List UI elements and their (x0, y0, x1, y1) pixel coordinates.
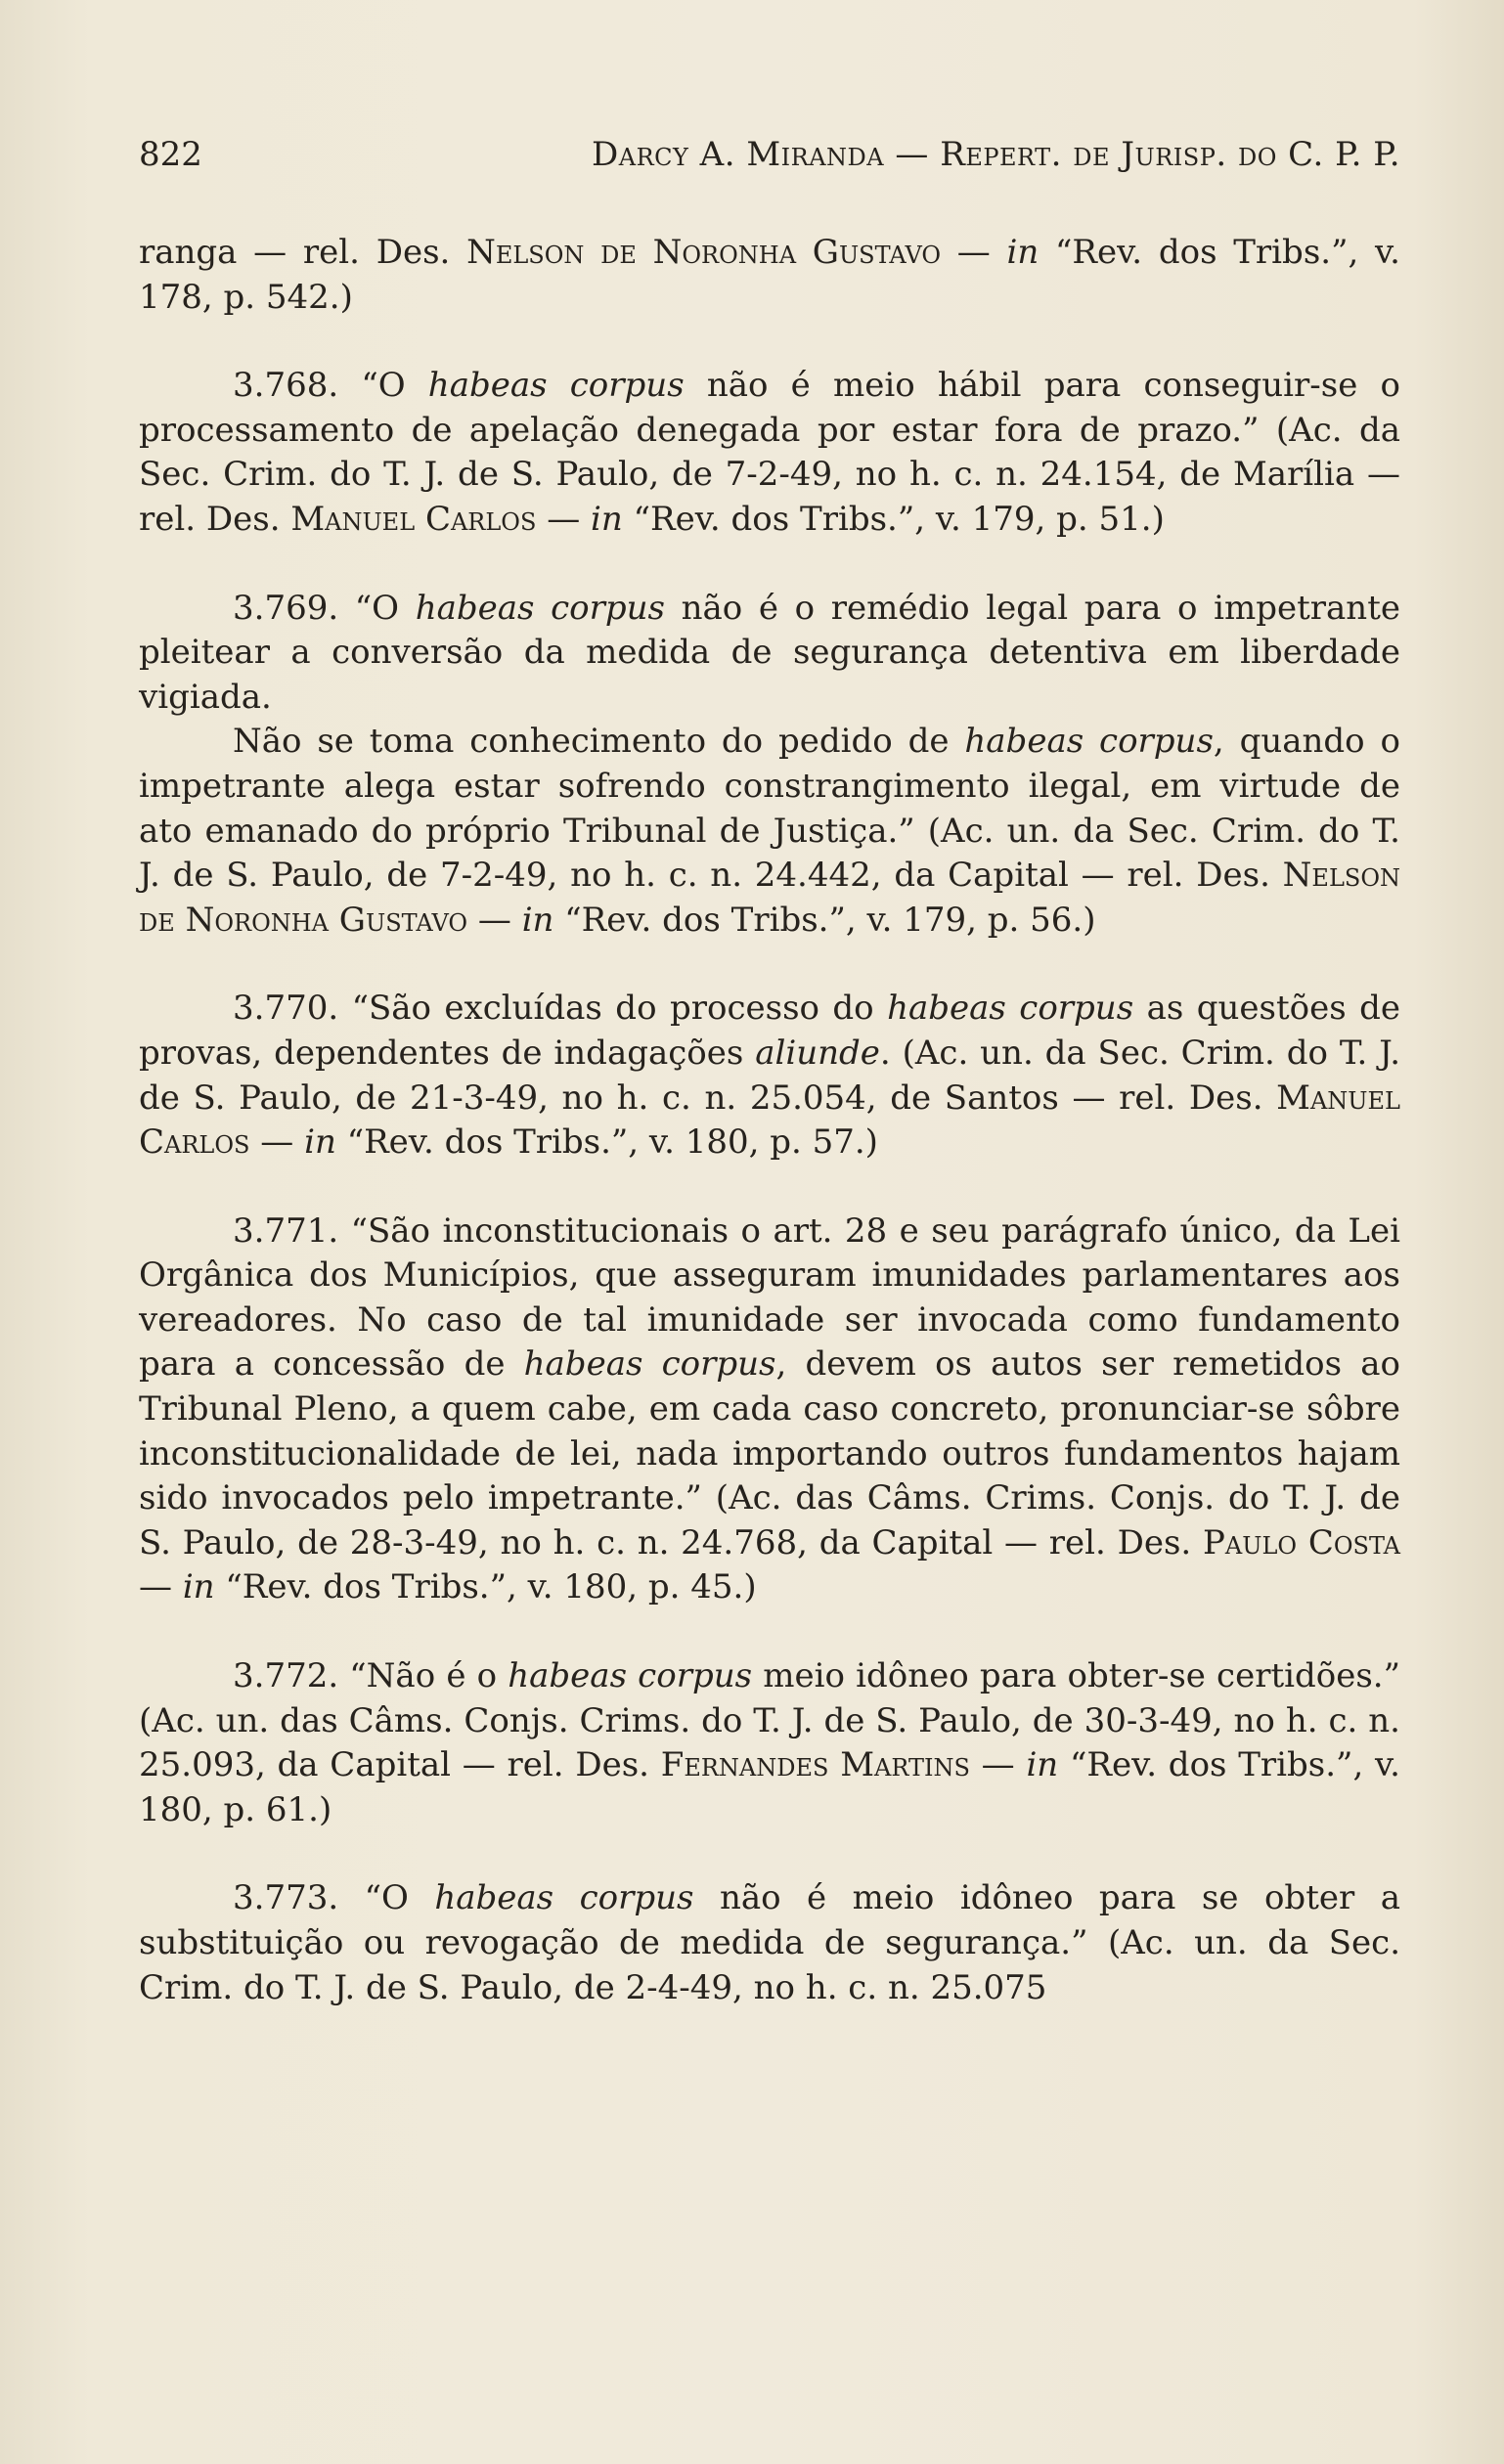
page-header (139, 135, 1400, 194)
entries-body (139, 231, 1400, 2010)
judge-name: Nelson de Noronha Gustavo (466, 233, 942, 272)
entry-3772: 3.772. “Não é o habeas corpus meio idôneo para obter-se certidões.” (Ac. un. das Câms. Conjs. Crims. do T. J. de S. Paulo, de 30-3-49, no h. c. n. 25.093, da Capital — rel. Des. Fernandes Martins — in “Rev. dos Tribs.”, v. 180, p. 61.) (139, 1656, 1400, 1829)
entry-continuation: ranga — rel. Des. Nelson de Noronha Gustavo — in “Rev. dos Tribs.”, v. 178, p. 542.) (139, 233, 1400, 317)
judge-name: Paulo Costa (1203, 1522, 1400, 1562)
entry-3768: 3.768. “O habeas corpus não é meio hábil para conseguir-se o processamento de apelação denegada por estar fora de prazo.” (Ac. da Sec. Crim. do T. J. de S. Paulo, de 7-2-49, no h. c. n. 24.154, de Marília — rel. Des. Manuel Carlos — in “Rev. dos Tribs.”, v. 179, p. 51.) (139, 366, 1400, 539)
entry-3770: 3.770. “São excluídas do processo do habeas corpus as questões de provas, dependentes de indagações aliunde. (Ac. un. da Sec. Crim. do T. J. de S. Paulo, de 21-3-49, no h. c. n. 25.054, de Santos — rel. Des. Manuel Carlos — in “Rev. dos Tribs.”, v. 180, p. 57.) (139, 989, 1400, 1163)
entry-3771: 3.771. “São inconstitucionais o art. 28 e seu parágrafo único, da Lei Orgânica dos Municípios, que asseguram imunidades parlamentares aos vereadores. No caso de tal imunidade ser invocada como fundamento para a concessão de habeas corpus, devem os autos ser remetidos ao Tribunal Pleno, a quem cabe, em cada caso concreto, pronunciar-se sôbre inconstitucionalidade de lei, nada importando outros fundamentos hajam sido invocados pelo impetrante.” (Ac. das Câms. Crims. Conjs. do T. J. de S. Paulo, de 28-3-49, no h. c. n. 24.768, da Capital — rel. Des. Paulo Costa — in “Rev. dos Tribs.”, v. 180, p. 45.) (139, 1210, 1400, 1607)
entry-3769: 3.769. “O habeas corpus não é o remédio legal para o impetrante pleitear a conversão da medida de segurança detentiva em liberdade vigiada. (139, 588, 1400, 717)
running-head: Darcy A. Miranda — Repert. de Jurisp. do C. P. P. (591, 135, 1400, 174)
judge-name: Manuel Carlos (290, 499, 537, 539)
page-content (139, 135, 1400, 2010)
page-number: 822 (139, 135, 202, 174)
judge-name: Manuel Carlos (139, 1078, 1400, 1163)
entry-3769-second-paragraph: Não se toma conhecimento do pedido de habeas corpus, quando o impetrante alega estar sofrendo constrangimento ilegal, em virtude de ato emanado do próprio Tribunal de Justiça.” (Ac. un. da Sec. Crim. do T. J. de S. Paulo, de 7-2-49, no h. c. n. 24.442, da Capital — rel. Des. Nelson de Noronha Gustavo — in “Rev. dos Tribs.”, v. 179, p. 56.) (139, 722, 1400, 940)
entry-3773: 3.773. “O habeas corpus não é meio idôneo para se obter a substituição ou revogação de medida de segurança.” (Ac. un. da Sec. Crim. do T. J. de S. Paulo, de 2-4-49, no h. c. n. 25.075 (139, 1878, 1400, 2007)
judge-name: Fernandes Martins (660, 1745, 970, 1785)
judge-name: Nelson de Noronha Gustavo (139, 856, 1400, 940)
